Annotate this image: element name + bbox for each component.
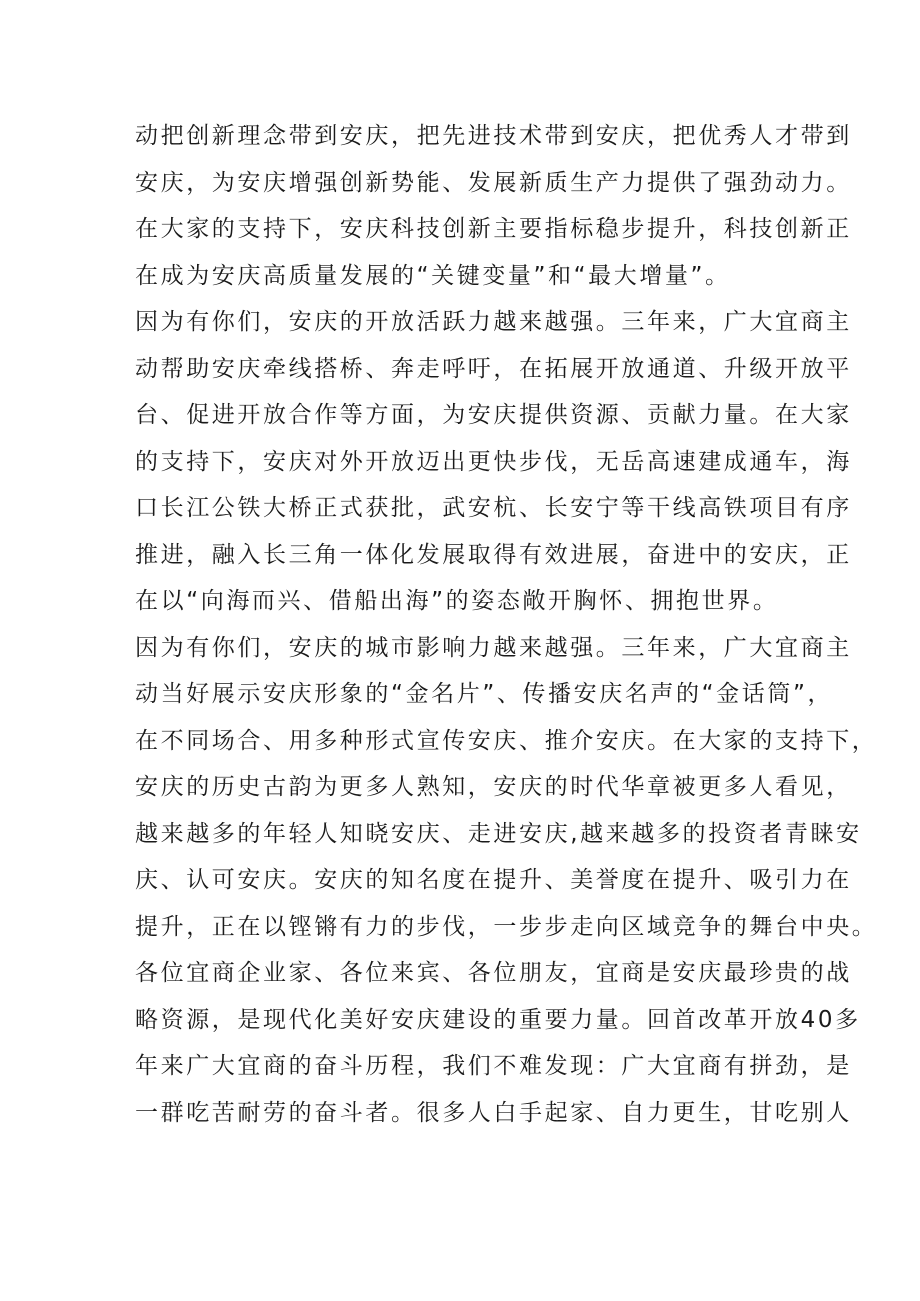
text-line: 年来广大宜商的奋斗历程，我们不难发现：广大宜商有拼劲，是: [135, 1053, 852, 1079]
text-line: 动把创新理念带到安庆，把先进技术带到安庆，把优秀人才带到: [135, 123, 852, 149]
text-line: 因为有你们，安庆的开放活跃力越来越强。三年来，广大宜商主: [135, 309, 852, 335]
text-line: 动当好展示安庆形象的“金名片”、传播安庆名声的“金话筒”，: [135, 681, 834, 707]
text-line: 的支持下，安庆对外开放迈出更快步伐，无岳高速建成通车，海: [135, 448, 852, 475]
text-line: 在不同场合、用多种形式宣传安庆、推介安庆。在大家的支持下，: [135, 727, 878, 754]
text-line: 庆、认可安庆。安庆的知名度在提升、美誉度在提升、吸引力在: [135, 867, 852, 893]
text-line: 略资源，是现代化美好安庆建设的重要力量。回首改革开放40多: [135, 1006, 861, 1033]
text-line: 越来越多的年轻人知晓安庆、走进安庆,越来越多的投资者青睐安: [135, 820, 862, 847]
text-line: 提升，正在以铿锵有力的步伐，一步步走向区域竞争的舞台中央。: [135, 913, 878, 940]
text-line: 各位宜商企业家、各位来宾、各位朋友，宜商是安庆最珍贵的战: [135, 960, 852, 986]
text-line: 动帮助安庆牵线搭桥、奔走呼吁，在拓展开放通道、升级开放平: [135, 355, 852, 382]
text-line: 安庆，为安庆增强创新势能、发展新质生产力提供了强劲动力。: [135, 169, 852, 196]
text-line: 在成为安庆高质量发展的“关键变量”和“最大增量”。: [135, 262, 731, 289]
text-line: 推进，融入长三角一体化发展取得有效进展，奋进中的安庆，正: [135, 541, 852, 568]
text-line: 安庆的历史古韵为更多人熟知，安庆的时代华章被更多人看见，: [135, 774, 852, 800]
text-line: 口长江公铁大桥正式获批，武安杭、长安宁等干线高铁项目有序: [135, 495, 852, 521]
text-line: 在以“向海而兴、借船出海”的姿态敞开胸怀、拥抱世界。: [135, 588, 779, 614]
body-text: [135, 113, 878, 1136]
text-line: 台、促进开放合作等方面，为安庆提供资源、贡献力量。在大家: [135, 402, 852, 428]
text-line: 在大家的支持下，安庆科技创新主要指标稳步提升，科技创新正: [135, 216, 852, 242]
text-line: 一群吃苦耐劳的奋斗者。很多人白手起家、自力更生，甘吃别人: [135, 1099, 852, 1126]
text-line: 因为有你们，安庆的城市影响力越来越强。三年来，广大宜商主: [135, 634, 852, 661]
